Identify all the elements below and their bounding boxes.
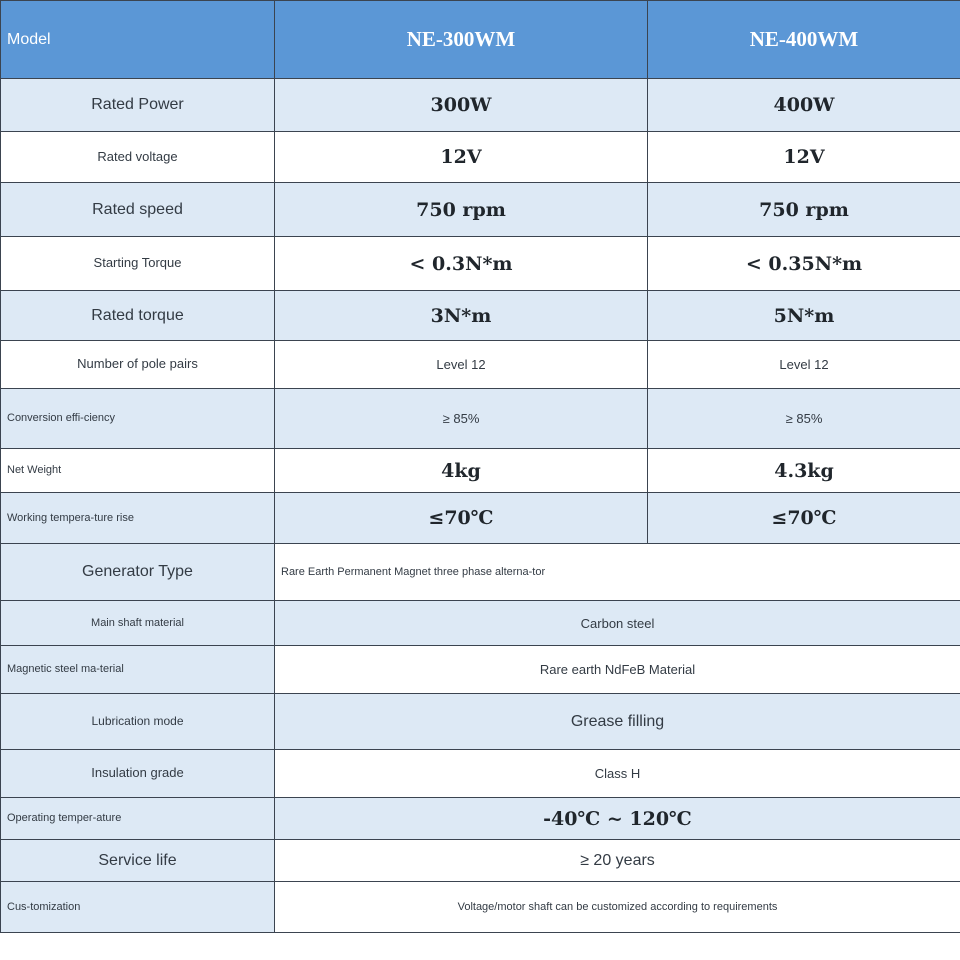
row-main-shaft-material [1, 601, 960, 646]
value-shared: Rare earth NdFeB Material [275, 646, 960, 694]
row-operating-temperature [1, 798, 960, 840]
value-ne-300wm: < 0.3N*m [275, 237, 648, 291]
row-rated-voltage [1, 132, 960, 183]
row-label: Main shaft material [1, 601, 275, 646]
value-shared: Rare Earth Permanent Magnet three phase alterna-tor [275, 544, 960, 601]
value-ne-400wm: < 0.35N*m [648, 237, 960, 291]
value-ne-300wm: 300W [275, 79, 648, 132]
row-label: Starting Torque [1, 237, 275, 291]
row-temperature-rise [1, 493, 960, 544]
value-ne-300wm: 4kg [275, 449, 648, 493]
value-ne-400wm: 400W [648, 79, 960, 132]
row-label: Rated speed [1, 183, 275, 237]
value-shared: ≥ 20 years [275, 840, 960, 882]
row-label: Insulation grade [1, 750, 275, 798]
row-pole-pairs [1, 341, 960, 389]
header-model-label: Model [1, 1, 275, 79]
value-shared: -40℃ ~ 120℃ [275, 798, 960, 840]
row-label: Rated torque [1, 291, 275, 341]
row-insulation-grade [1, 750, 960, 798]
row-rated-speed [1, 183, 960, 237]
row-service-life [1, 840, 960, 882]
row-label: Service life [1, 840, 275, 882]
value-shared: Voltage/motor shaft can be customized according to requirements [275, 882, 960, 933]
value-ne-400wm: 750 rpm [648, 183, 960, 237]
row-lubrication-mode [1, 694, 960, 750]
row-label: Generator Type [1, 544, 275, 601]
row-conversion-efficiency [1, 389, 960, 449]
value-ne-300wm: 12V [275, 132, 648, 183]
value-shared: Carbon steel [275, 601, 960, 646]
value-ne-400wm: 4.3kg [648, 449, 960, 493]
value-ne-300wm: ≥ 85% [275, 389, 648, 449]
value-ne-400wm: ≥ 85% [648, 389, 960, 449]
value-ne-300wm: 750 rpm [275, 183, 648, 237]
row-customization [1, 882, 960, 933]
model-ne-400wm: NE-400WM [648, 1, 960, 79]
row-label: Number of pole pairs [1, 341, 275, 389]
row-label: Cus-tomization [1, 882, 275, 933]
row-label: Operating temper-ature [1, 798, 275, 840]
row-label: Working tempera-ture rise [1, 493, 275, 544]
row-rated-torque [1, 291, 960, 341]
row-net-weight [1, 449, 960, 493]
value-ne-400wm: ≤70℃ [648, 493, 960, 544]
row-label: Conversion effi-ciency [1, 389, 275, 449]
row-label: Rated voltage [1, 132, 275, 183]
header-row [1, 1, 960, 79]
row-label: Magnetic steel ma-terial [1, 646, 275, 694]
value-shared: Class H [275, 750, 960, 798]
row-generator-type [1, 544, 960, 601]
row-rated-power [1, 79, 960, 132]
model-ne-300wm: NE-300WM [275, 1, 648, 79]
value-ne-300wm: ≤70℃ [275, 493, 648, 544]
value-ne-400wm: 12V [648, 132, 960, 183]
value-ne-400wm: Level 12 [648, 341, 960, 389]
row-label: Lubrication mode [1, 694, 275, 750]
value-ne-300wm: Level 12 [275, 341, 648, 389]
row-label: Rated Power [1, 79, 275, 132]
row-starting-torque [1, 237, 960, 291]
row-magnetic-steel-material [1, 646, 960, 694]
value-shared: Grease filling [275, 694, 960, 750]
value-ne-400wm: 5N*m [648, 291, 960, 341]
value-ne-300wm: 3N*m [275, 291, 648, 341]
row-label: Net Weight [1, 449, 275, 493]
